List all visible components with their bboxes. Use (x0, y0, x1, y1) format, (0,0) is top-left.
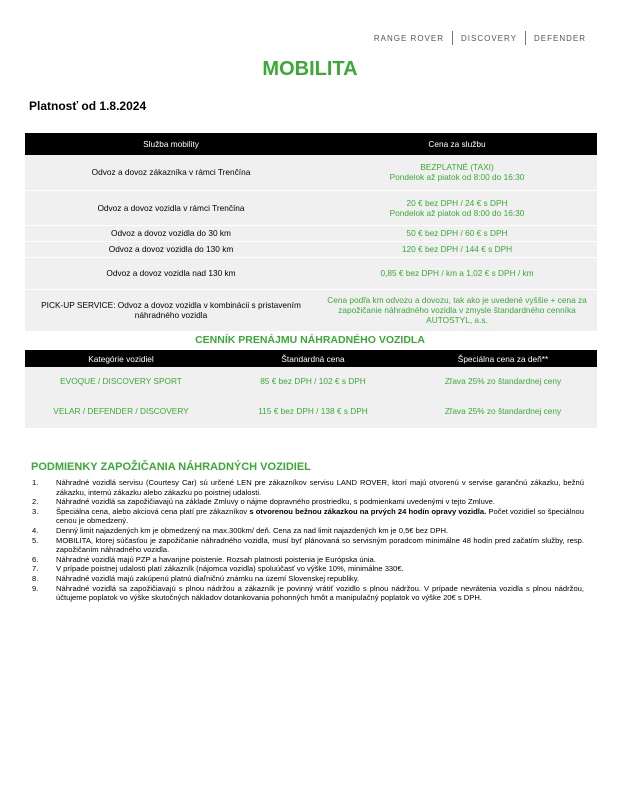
item-number: 7. (32, 564, 39, 574)
brand-defender: DEFENDER (533, 33, 586, 43)
item-text: Náhradné vozidlá majú zakúpenú platnú diaľničnú známku na území Slovenskej republiky. (56, 573, 360, 583)
brand-range-rover: RANGE ROVER (373, 33, 444, 43)
item-text: MOBILITA, ktorej súčasťou je zapožičanie náhradného vozidla, musí byť plánovaná so servisným poradcom minimálne 48 hodín pred začatím služby, resp. zapožičaním náhradného vozidla. (56, 535, 584, 555)
page-title: MOBILITA (262, 58, 358, 80)
item-text: V prípade poistnej udalosti platí zákazník (nájomca vozidla) spoluúčasť vo výške 10%, minimálne 330€. (56, 564, 404, 574)
price-cell: Cena podľa km odvozu a dovozu, tak ako je uvedené vyššie + cena za zapožičanie náhradného vozidla v zmysle štandardného cenníka AUTOSTYL, a.s. (317, 289, 597, 331)
price-cell: 120 € bez DPH / 144 € s DPH (317, 241, 597, 257)
item-number: 1. (32, 478, 39, 487)
conditions-title: PODMIENKY ZAPOŽIČANIA NÁHRADNÝCH VOZIDIEL (31, 461, 311, 473)
table-row (25, 394, 597, 428)
table-row (25, 190, 597, 225)
column-header: Služba mobility (25, 133, 317, 155)
item-number: 4. (32, 525, 39, 535)
table-header-row (25, 133, 597, 155)
item-text: Denný limit najazdených km je obmedzený na max.300km/ deň. Cena za nad limit najazdených km je 0,5€ bez DPH. (56, 525, 449, 535)
brand-divider (452, 31, 453, 45)
list-item (32, 564, 584, 574)
list-item (32, 555, 584, 565)
price-cell (317, 190, 597, 225)
item-number: 8. (32, 573, 39, 583)
column-header: Špeciálna cena za deň** (409, 350, 597, 367)
list-item (32, 536, 584, 555)
validity-date: Platnosť od 1.8.2024 (29, 99, 147, 113)
column-header: Kategórie vozidiel (25, 350, 217, 367)
rental-section-title: CENNÍK PRENÁJMU NÁHRADNÉHO VOZIDLA (195, 334, 425, 346)
category-cell: EVOQUE / DISCOVERY SPORT (60, 375, 182, 386)
item-text-bold: s otvorenou bežnou zákazkou na prvých 24 hodín opravy vozidla. (249, 506, 487, 516)
item-number: 2. (32, 497, 39, 507)
standard-price-cell: 115 € bez DPH / 138 € s DPH (258, 406, 368, 416)
category-cell: VELAR / DEFENDER / DISCOVERY (53, 406, 189, 416)
table-header-row (25, 350, 597, 367)
standard-price-cell: 85 € bez DPH / 102 € s DPH (260, 375, 366, 386)
price-cell: 0,85 € bez DPH / km a 1,02 € s DPH / km (317, 257, 597, 289)
service-cell: Odvoz a dovoz vozidla nad 130 km (25, 257, 317, 289)
table-row (25, 241, 597, 257)
price-line: Pondelok až piatok od 8:00 do 16:30 (389, 172, 525, 183)
special-price-cell: Zľava 25% zo štandardnej ceny (444, 406, 562, 416)
item-number: 3. (32, 506, 39, 516)
table-row (25, 289, 597, 331)
list-item (32, 526, 584, 536)
item-number: 9. (32, 583, 39, 593)
list-item (32, 574, 584, 584)
item-text: Špeciálna cena, alebo akciová cena platí pre zákazníkov (56, 506, 250, 516)
price-cell: 50 € bez DPH / 60 € s DPH (317, 225, 597, 241)
list-item (32, 497, 584, 507)
service-cell: Odvoz a dovoz zákazníka v rámci Trenčína (25, 155, 317, 190)
price-line: BEZPLATNÉ (TAXI) (420, 162, 494, 173)
brand-discovery: DISCOVERY (461, 33, 517, 43)
price-cell (317, 155, 597, 190)
list-item (32, 584, 584, 603)
brand-divider (525, 31, 526, 45)
conditions-list (32, 478, 584, 603)
item-text: Náhradné vozidlá sa zapožičiavajú na základe Zmluvy o nájme dopravného prostriedku, s podmienkami uvedenými v tejto Zmluve. (56, 497, 495, 507)
column-header: Cena za službu (317, 133, 597, 155)
item-text: Náhradné vozidlá sa zapožičiavajú s plnou nádržou a zákazník je povinný vrátiť vozidlo s plnou nádržou. V prípade nevrátenia vozidla s plnou nádržou, účtujeme poplatok vo výške skutočných nákladov dotankovania pohonných hmôt a manipulačný poplatok vo výške 20€ s DPH. (56, 583, 584, 603)
special-price-cell: Zľava 25% zo štandardnej ceny (444, 375, 562, 386)
column-header: Štandardná cena (217, 350, 409, 367)
service-cell: Odvoz a dovoz vozidla do 30 km (25, 225, 317, 241)
rental-table (25, 350, 597, 428)
list-item (32, 507, 584, 526)
service-cell: Odvoz a dovoz vozidla do 130 km (25, 241, 317, 257)
item-text: Počet vozidiel so špeciálnou cenou je obmedzený. (56, 506, 584, 526)
item-number: 6. (32, 554, 39, 564)
services-table (25, 133, 597, 332)
service-cell: Odvoz a dovoz vozidla v rámci Trenčína (25, 190, 317, 225)
price-line: Pondelok až piatok od 8:00 do 16:30 (389, 207, 525, 218)
price-line: 20 € bez DPH / 24 € s DPH (406, 197, 508, 208)
list-item (32, 478, 584, 497)
service-cell: PICK-UP SERVICE: Odvoz a dovoz vozidla v kombinácii s pristavením náhradného vozidla (25, 289, 317, 331)
table-row (25, 257, 597, 289)
table-row (25, 225, 597, 241)
table-row (25, 367, 597, 394)
item-text: Náhradné vozidlá majú PZP a havarijne poistenie. Rozsah platnosti poistenia je Európska únia. (56, 554, 376, 564)
item-number: 5. (32, 535, 39, 545)
table-row (25, 155, 597, 190)
brand-logos (374, 31, 586, 45)
item-text: Náhradné vozidlá servisu (Courtesy Car) sú určené LEN pre zákazníkov servisu LAND ROVER, ktorí majú otvorenú v servise garančnú zákazku, bežnú zákazku, internú zákazku alebo zákazku po poistnej udalosti. (56, 478, 584, 497)
